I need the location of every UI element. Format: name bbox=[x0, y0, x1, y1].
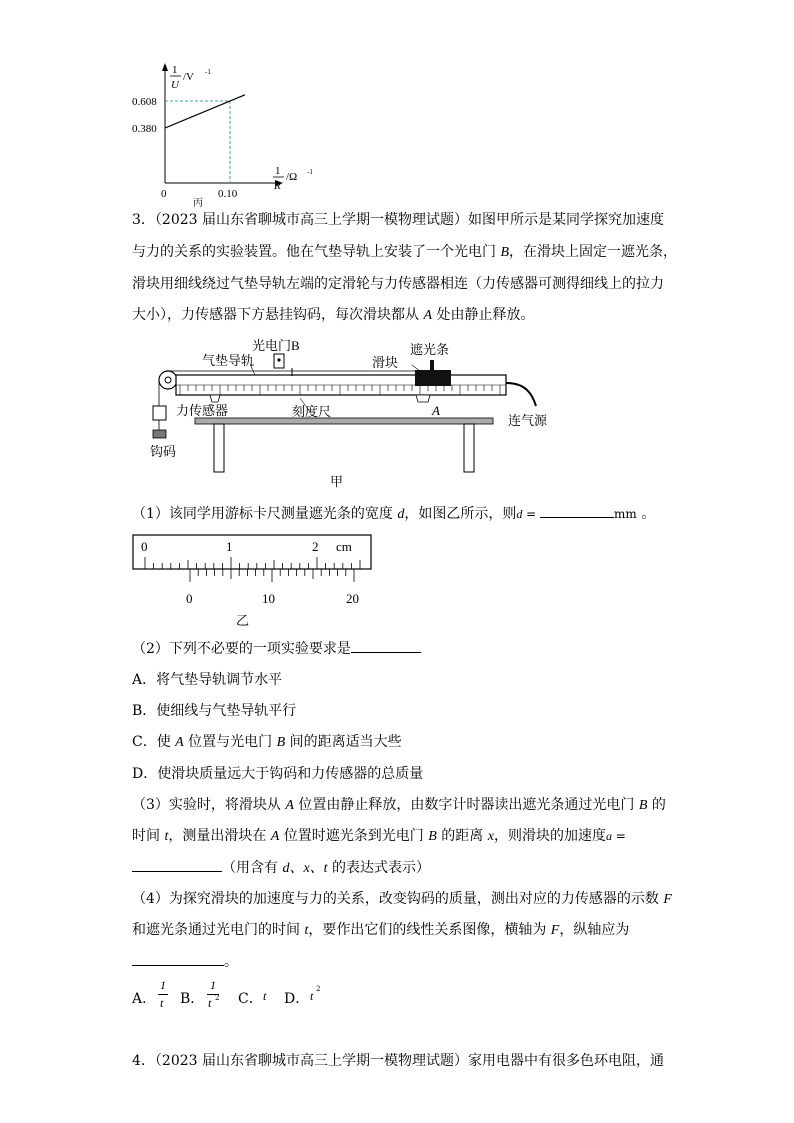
option-c: C．使 A 位置与光电门 B 间的距离适当大些 bbox=[132, 734, 402, 750]
answer-blank-vertical-axis[interactable] bbox=[132, 951, 224, 966]
force-sensor bbox=[153, 406, 166, 420]
x-label-unit-sup: -1 bbox=[307, 168, 313, 176]
y-label-num: 1 bbox=[172, 64, 178, 76]
graph-bing bbox=[132, 58, 320, 209]
q3-part2: （2）下列不必要的一项实验要求是 bbox=[132, 638, 421, 659]
table-top bbox=[195, 418, 493, 424]
label-slider: 滑块 bbox=[372, 355, 399, 370]
q3-part3-line2: 时间 t，测量出滑块在 A 位置时遮光条到光电门 B 的距离 x，则滑块的加速度a = bbox=[132, 828, 626, 844]
table-leg-left bbox=[214, 424, 224, 472]
label-air: 连气源 bbox=[508, 413, 548, 428]
caliper-caption: 乙 bbox=[236, 613, 250, 628]
label-scale: 刻度尺 bbox=[292, 404, 332, 419]
q4-line1: 4．（2023 届山东省聊城市高三上学期一模物理试题）家用电器中有很多色环电阻，通 bbox=[132, 1053, 664, 1069]
q3-part1: （1）该同学用游标卡尺测量遮光条的宽度 d，如图乙所示，则d = mm 。 bbox=[132, 503, 655, 525]
y-tick-0380: 0.380 bbox=[132, 123, 157, 135]
q3-part4-choices: A． 1 t B． 1 t 2 C． t D． t 2 bbox=[132, 978, 321, 1010]
main-label-2: 2 bbox=[312, 539, 319, 554]
figure-jia-caption: 甲 bbox=[330, 474, 344, 489]
x-tick-010: 0.10 bbox=[218, 188, 238, 200]
vernier-label-0: 0 bbox=[186, 591, 193, 606]
label-A: A bbox=[432, 403, 440, 418]
table-leg-right bbox=[464, 424, 474, 472]
q3-part4-line2: 和遮光条通过光电门的时间 t，要作出它们的线性关系图像，横轴为 F，纵轴应为 bbox=[132, 922, 630, 938]
answer-blank-part2[interactable] bbox=[351, 638, 421, 653]
main-label-0: 0 bbox=[141, 539, 148, 554]
air-hose bbox=[506, 383, 536, 406]
x-label-den: R bbox=[274, 180, 281, 192]
main-label-unit: cm bbox=[336, 539, 352, 554]
y-label-unit-sup: -1 bbox=[205, 68, 211, 76]
graph-data-line bbox=[165, 95, 245, 128]
answer-blank-acceleration[interactable] bbox=[132, 857, 222, 872]
y-axis-arrow-icon bbox=[162, 63, 168, 71]
q3-intro-line4: 大小），力传感器下方悬挂钩码，每次滑块都从 A 处由静止释放。 bbox=[132, 307, 535, 323]
slider-block bbox=[415, 370, 451, 386]
label-sensor: 力传感器 bbox=[176, 403, 229, 418]
label-weight: 钩码 bbox=[150, 444, 177, 459]
label-airtrack: 气垫导轨 bbox=[202, 353, 255, 368]
option-d: D．使滑块质量远大于钩码和力传感器的总质量 bbox=[132, 766, 424, 782]
q3-intro-line2: 与力的关系的实验装置。他在气垫导轨上安装了一个光电门 B，在滑块上固定一遮光条， bbox=[132, 244, 678, 260]
label-photogate: 光电门B bbox=[252, 338, 300, 353]
support-A bbox=[416, 395, 430, 402]
shade-strip bbox=[430, 360, 434, 370]
x-label-num: 1 bbox=[275, 165, 281, 177]
support-left bbox=[210, 395, 220, 402]
y-label-den: U bbox=[171, 79, 179, 91]
q3-part4-line1: （4）为探究滑块的加速度与力的关系，改变钩码的质量，测出对应的力传感器的示数 F bbox=[132, 891, 672, 907]
figure-jia-apparatus bbox=[140, 338, 560, 488]
vernier-label-20: 20 bbox=[346, 591, 359, 606]
q3-part3-line3: （用含有 d、x、t 的表达式表示） bbox=[132, 857, 430, 879]
weight-block bbox=[153, 430, 166, 438]
vernier-label-10: 10 bbox=[262, 591, 275, 606]
q3-part4-line3: 。 bbox=[132, 951, 238, 972]
q3-part3-line1: （3）实验时，将滑块从 A 位置由静止释放，由数字计时器读出遮光条通过光电门 B 的 bbox=[132, 797, 666, 813]
label-shade: 遮光条 bbox=[410, 342, 450, 357]
y-label-unit: /V bbox=[183, 71, 194, 83]
x-label-unit: /Ω bbox=[286, 171, 298, 183]
option-a: A．将气垫导轨调节水平 bbox=[132, 672, 283, 688]
main-label-1: 1 bbox=[226, 539, 233, 554]
answer-blank-d[interactable] bbox=[540, 503, 614, 518]
q3-intro-line1: 3．（2023 届山东省聊城市高三上学期一模物理试题）如图甲所示是某同学探究加速度 bbox=[132, 212, 664, 228]
vernier-scale-ticks bbox=[190, 569, 354, 582]
q3-intro-line3: 滑块用细线绕过气垫导轨左端的定滑轮与力传感器相连（力传感器可测得细线上的拉力 bbox=[132, 276, 664, 292]
origin-label: 0 bbox=[161, 188, 167, 200]
graph-caption: 丙 bbox=[193, 198, 203, 209]
figure-yi-caliper bbox=[128, 532, 378, 628]
y-tick-0608: 0.608 bbox=[132, 96, 157, 108]
pulley-icon bbox=[159, 371, 177, 389]
option-b: B．使细线与气垫导轨平行 bbox=[132, 703, 297, 719]
